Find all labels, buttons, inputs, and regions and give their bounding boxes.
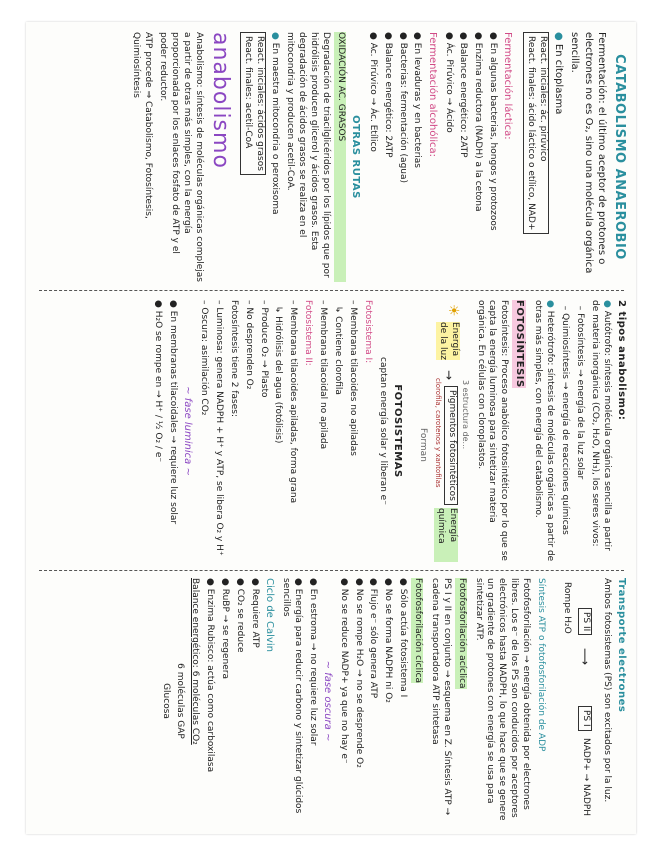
- list-item: – Fotosíntesis → energía de la luz solar: [575, 300, 586, 480]
- diagram-center: Pigmentos fotosintéticos: [444, 386, 458, 505]
- ps1-box: PS I: [578, 706, 592, 731]
- diagram-energy: Energía de la luz: [437, 322, 460, 360]
- column-divider: [39, 570, 624, 571]
- diagram-right: Energía química: [434, 508, 458, 562]
- sun-icon: ☀: [444, 304, 461, 317]
- list-item: – Quimiosíntesis → energía de reacciones químicas: [560, 300, 571, 535]
- transporte-text: Ambos fotosistemas (PS) son excitados por la luz.: [601, 578, 612, 803]
- list-item: ● Requiere ATP: [249, 578, 260, 648]
- list-item: ↳ Hidrólisis del agua (fotólisis): [273, 300, 284, 444]
- alcoholica-title: Fermentación alcohólica:: [426, 32, 438, 158]
- calvin-title: Ciclo de Calvin: [264, 578, 275, 652]
- list-item: ● No se reduce NADP+ ya que no hay e⁻: [338, 578, 349, 764]
- list-item: ● RuBP → se regenera: [220, 578, 231, 679]
- column-divider: [39, 290, 624, 291]
- list-item: ● Ac. Pirúvico → Ác. Etílico: [367, 32, 378, 152]
- final-glucosa: Glucosa: [160, 683, 171, 719]
- intro-text: Fermentación: el último aceptor de protones o electrones no es O₂, sino una molécula orgánica sencilla.: [569, 32, 607, 274]
- balance-text: Balance energético: 6 moléculas CO₂: [190, 578, 201, 745]
- list-item: ● Enzima reductora (NADH) a la cetona: [473, 32, 484, 212]
- list-item: ● Sólo actúa fotosistema I: [398, 578, 409, 698]
- beta-oxidation-title: OXIDACIÓN AC. GRASOS: [334, 32, 346, 282]
- list-item: ● Balance energético: 2ATP: [458, 32, 469, 158]
- anabolismo-types-title: 2 tipos anabolismo:: [616, 300, 627, 421]
- list-item: – Membrana tilacoides apiladas, forma grana: [288, 300, 299, 504]
- ps2-box: PS II: [578, 608, 592, 635]
- final-gap: 6 moléculas GAP: [175, 663, 186, 739]
- list-item: – No desprenden O₂: [243, 300, 254, 390]
- pigment-diagram: [408, 300, 470, 562]
- ciclica-title: Fotofosforilación cíclica: [413, 578, 424, 684]
- fotosintesis-text: Fotosíntesis: Proceso anabólico fotosintético por lo que se capta la energía luminosa para sintetizar materia orgánica. En células con cloroplastos.: [475, 300, 510, 561]
- list-item: ● En membranas tilacoidales → requiere luz solar: [168, 300, 178, 525]
- atp-origin: ATP procede ⇒ Catabolismo, Fotosíntesis, Quimiosíntesis: [131, 32, 154, 219]
- sintesis-title: Síntesis ATP o fotofosforilación de ADP: [535, 578, 546, 752]
- ps1-title: Fotosistema I:: [362, 300, 373, 364]
- fase-oscura-title: ~ fase oscura ~: [321, 660, 333, 742]
- list-item: ● Bacterias: fermentación (agua): [397, 32, 408, 184]
- fotosistemas-title: FOTOSISTEMAS: [391, 384, 403, 478]
- heterotrofo-text: ● Heterótrofo: síntesis de moléculas orgánicas a partir de otras más simples, con energía del catabolismo.: [533, 300, 556, 562]
- list-item: ● En algunas bacterias, hongos y protozoos: [488, 32, 499, 231]
- column-transporte: [34, 578, 628, 824]
- captan-text: captan energía solar y liberan e⁻: [377, 357, 388, 505]
- list-item: ● En levaduras y en bacterias: [412, 32, 423, 168]
- list-item: ● H₂O se rompe en → H⁺ / ½ O₂ / e⁻: [153, 300, 164, 463]
- beta-oxidation-text: Degradación de triacilglicéridos por los lípidos que por hidrólisis producen glicerol y ácidos grasos. Esta degradación de ácidos grasos se realiza en el mitocondria y producen acetil-CoA.: [285, 32, 331, 278]
- list-item: ● Ác. Pirúvico → Ácido: [443, 32, 454, 133]
- lactica-title: Fermentación láctica:: [502, 32, 514, 140]
- list-item: ● Balance energético: 2ATP: [382, 32, 393, 158]
- list-item: ● CO₂ se reduce: [234, 578, 245, 653]
- react-box-2: React. iniciales: ácidos grasos React. finales: acetil-CoA: [240, 32, 266, 175]
- column-fotosintesis: [34, 300, 628, 562]
- anabolismo-title: anabolismo: [207, 32, 233, 169]
- list-item: ● Energía para reducir carbono y sintetizar glúcidos sencillos: [280, 578, 303, 814]
- list-item: – Produce O₂ → Plasto: [258, 300, 269, 398]
- column-catabolismo: [34, 32, 628, 282]
- otras-rutas-title: OTRAS RUTAS: [349, 115, 361, 199]
- alcoholica-list: [366, 32, 423, 282]
- list-item: – Oscura: asimilación CO₂: [199, 300, 210, 416]
- nadp-label: NADP+ → NADPH: [580, 738, 591, 817]
- rompe-label: Rompe H₂O: [561, 582, 572, 634]
- lactica-list: [442, 32, 499, 282]
- list-item: ↳ Contiene clorofila: [332, 300, 343, 395]
- beta-note: ● En maestra mitocondria o peroxisoma: [270, 32, 281, 215]
- anabolismo-text: Anabolismo: síntesis de moléculas orgánicas complejas a partir de otras más simples, con la energía proporcionada por los enlaces fosfato de ATP y el poder reductor.: [158, 32, 204, 282]
- diagram-forman: Forman: [417, 428, 428, 462]
- aciclica-title: Fotofosforilación acíclica: [456, 578, 467, 689]
- rotated-note-sheet: [26, 22, 636, 834]
- aciclica-text: PS I y II en conjunto → esquema en Z. Síntesis ATP → cadena transportadora ATP sintetasa: [429, 578, 452, 816]
- fase-luminica-title: ~ fase luminica ~: [182, 386, 194, 476]
- section-title-catabolismo: CATABOLISMO ANAEROBIO: [612, 54, 627, 260]
- list-item: ● No se rompe H₂O → no se desprende O₂: [353, 578, 364, 768]
- transporte-title: Transporte electrones: [616, 578, 627, 713]
- arrow-icon: →: [441, 370, 456, 381]
- list-item: – Membrana tilacoidal no apilada: [318, 300, 329, 450]
- list-item: – Membrana tilacoides no apiladas: [347, 300, 358, 456]
- ps-diagram: [550, 578, 596, 824]
- autotrofo-text: ● Autótrofo: síntesis molécula orgánica sencilla a partir de materia inorgánica (CO₂, H₂O, NH₃), los seres vivos:: [589, 300, 612, 551]
- glucolisis-line: ● En citoplasma: [553, 32, 565, 115]
- fotosintesis-title: FOTOSÍNTESIS: [513, 300, 525, 388]
- note-page: [26, 22, 636, 834]
- diagram-sub: clorofila, carotenos y xantofilas: [433, 378, 442, 488]
- list-item: – Luminosa: genera NADPH + H⁺ y ATP, se libera O₂ y H⁺: [213, 300, 224, 556]
- list-item: ● En estroma → no requiere luz solar: [307, 578, 318, 746]
- arrow-icon: ⟶: [577, 648, 592, 666]
- list-item: ● Flujo e⁻ sólo genera ATP: [368, 578, 379, 699]
- sintesis-text: Fotofosforilación → energía obtenida por electrones libres. Los e⁻ de los PS son conducidos por aceptores electrónicos hasta NADPH, lo que hace que se genere un gradiente de protones con energía se usa para sintetizar ATP.: [473, 578, 532, 821]
- diagram-top-label: 3 estructura de...: [460, 380, 470, 450]
- fases-title: Fotosíntesis tiene 2 fases:: [228, 300, 239, 417]
- list-item: ● No se forma NADPH ni O₂: [383, 578, 394, 703]
- ps2-title: Fotosistema II:: [303, 300, 314, 366]
- react-box-1: React. iniciales: ác. pirúvico React. finales: ácido láctico o etílico, NAD+: [523, 32, 549, 234]
- list-item: ● Enzima Rubisco: actúa como carboxilasa: [205, 578, 216, 773]
